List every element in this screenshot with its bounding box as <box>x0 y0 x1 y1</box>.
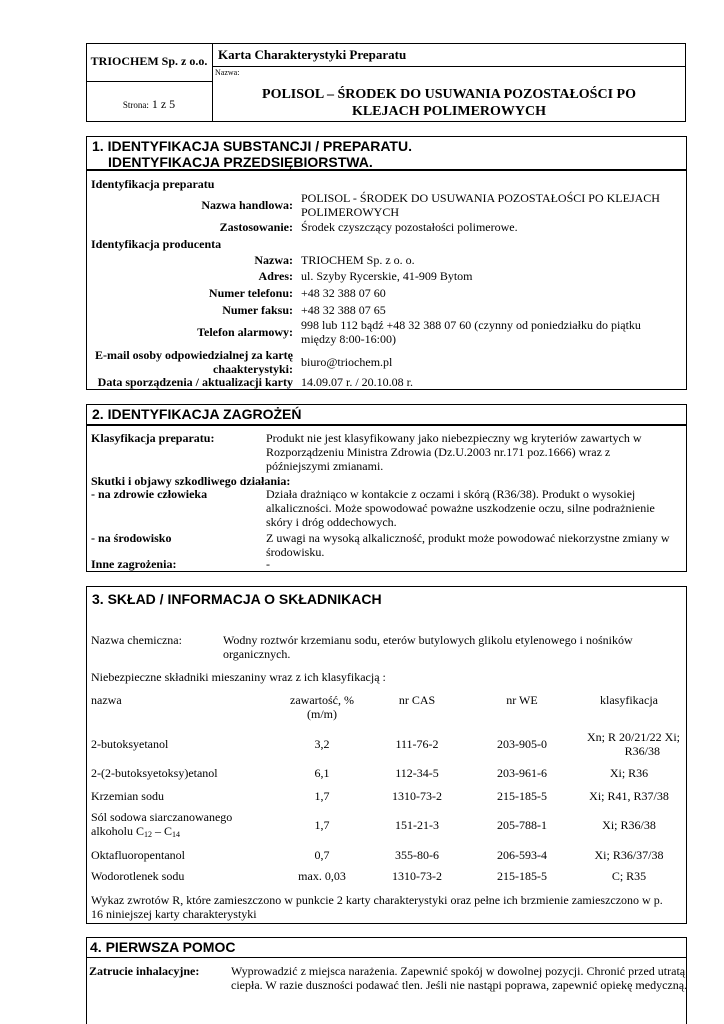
product-title-line-2: KLEJACH POLIMEROWYCH <box>351 104 547 119</box>
component-we: 203-961-6 <box>497 766 547 780</box>
component-content: 3,2 <box>314 737 330 751</box>
date-value: 14.09.07 r. / 20.10.08 r. <box>301 375 414 389</box>
document-type: Karta Charakterystyki Preparatu <box>218 47 407 62</box>
fax-value: +48 32 388 07 65 <box>301 303 386 317</box>
col-header-name: nazwa <box>91 693 122 707</box>
product-title-line-1: POLISOL – ŚRODEK DO USUWANIA POZOSTAŁOŚCI PO <box>262 87 636 102</box>
col-header-content <box>262 693 382 721</box>
component-cas: 112-34-5 <box>395 766 439 780</box>
header-divider-right <box>212 66 686 67</box>
section-4-left-border <box>86 958 87 1024</box>
carbon-subscript-12: 12 <box>144 830 152 839</box>
component-name-line-1: Sól sodowa siarczanowanego <box>91 810 233 824</box>
phone-label: Numer telefonu: <box>208 286 293 300</box>
classification-value-line-3: późniejszymi zmianami. <box>266 459 384 473</box>
chemical-name-label: Nazwa chemiczna: <box>91 633 182 647</box>
health-effects-value-line-2: alkaliczności. Może spowodować poważne uszkodzenie oczu, silne podrażnienie <box>266 501 655 515</box>
address-label: Adres: <box>258 269 293 283</box>
r-phrases-note-line-1: Wykaz zwrotów R, które zamieszczono w punkcie 2 karty charakterystyki oraz pełne ich brzmienie zamieszczono w p. <box>91 893 663 907</box>
classification-label: Klasyfikacja preparatu: <box>91 431 215 445</box>
email-label-line-1: E-mail osoby odpowiedzialnej za kartę <box>95 348 293 362</box>
health-effects-value-line-1: Działa drażniąco w kontakcie z oczami i skórą (R36/38). Produkt o wysokiej <box>266 487 636 501</box>
component-we: 203-905-0 <box>497 737 547 751</box>
producer-identification-heading: Identyfikacja producenta <box>91 237 222 251</box>
component-name: 2-butoksyetanol <box>91 737 169 751</box>
component-name-line-2 <box>91 824 232 842</box>
alarm-phone-value-line-1: 998 lub 112 bądź +48 32 388 07 60 (czynny od poniedziałku do piątku <box>301 318 641 332</box>
company-name: TRIOCHEM Sp. z o.o. <box>90 54 208 68</box>
component-content: 0,7 <box>314 848 330 862</box>
component-content: 1,7 <box>314 818 330 832</box>
classification-value-line-1: Produkt nie jest klasyfikowany jako niebezpieczny wg kryteriów zawartych w <box>266 431 642 445</box>
component-content: max. 0,03 <box>298 869 346 883</box>
r-phrases-note <box>91 893 683 921</box>
other-hazards-value: - <box>266 557 270 571</box>
component-classification-line-2: R36/38 <box>624 744 660 758</box>
component-classification: Xi; R36 <box>609 766 649 780</box>
email-label-line-2: chaakterystyki: <box>213 362 293 376</box>
alarm-phone-value-line-2: między 8:00-16:00) <box>301 332 396 346</box>
effects-heading: Skutki i objawy szkodliwego działania: <box>91 474 291 488</box>
component-we: 215-185-5 <box>497 869 547 883</box>
dangerous-components-intro: Niebezpieczne składniki mieszaniny wraz z ich klasyfikacją : <box>91 670 386 684</box>
col-header-classification: klasyfikacja <box>600 693 658 707</box>
section-3-title: 3. SKŁAD / INFORMACJA O SKŁADNIKACH <box>92 591 382 607</box>
use-label: Zastosowanie: <box>219 220 293 234</box>
environment-effects-value-line-2: środowisku. <box>266 545 325 559</box>
health-effects-value <box>266 487 655 529</box>
prep-identification-heading: Identyfikacja preparatu <box>91 177 215 191</box>
chemical-name-value <box>223 633 633 661</box>
component-name-part: – C <box>152 824 173 838</box>
environment-effects-label: - na środowisko <box>91 531 172 545</box>
inhalation-value <box>231 964 687 992</box>
inhalation-value-line-1: Wyprowadzić z miejsca narażenia. Zapewnić spokój w dowolnej pozycji. Chronić przed utratą <box>231 964 686 978</box>
email-value: biuro@triochem.pl <box>301 355 393 369</box>
classification-value-line-2: Rozporządzeniu Ministra Zdrowia (Dz.U.2003 nr.171 poz.1666) wraz z <box>266 445 611 459</box>
r-phrases-note-line-2: 16 niniejszej karty charakterystyki <box>91 907 257 921</box>
component-cas: 1310-73-2 <box>392 789 442 803</box>
chemical-name-value-line-2: organicznych. <box>223 647 291 661</box>
page-value: 1 z 5 <box>151 97 176 111</box>
component-content: 1,7 <box>314 789 330 803</box>
component-we: 206-593-4 <box>497 848 547 862</box>
environment-effects-value <box>266 531 670 559</box>
component-cas: 111-76-2 <box>395 737 439 751</box>
chemical-name-value-line-1: Wodny roztwór krzemianu sodu, eterów butylowych glikolu etylenowego i nośników <box>223 633 633 647</box>
alarm-phone-label: Telefon alarmowy: <box>197 325 293 339</box>
component-name: Oktafluoropentanol <box>91 848 185 862</box>
component-classification: Xi; R36/38 <box>602 818 656 832</box>
component-name-part: alkoholu C <box>91 824 144 838</box>
component-classification: C; R35 <box>611 869 647 883</box>
col-header-we: nr WE <box>506 693 538 707</box>
component-name: 2-(2-butoksyetoksy)etanol <box>91 766 218 780</box>
producer-name-value: TRIOCHEM Sp. z o. o. <box>301 253 415 267</box>
phone-value: +48 32 388 07 60 <box>301 286 386 300</box>
component-classification <box>560 730 680 758</box>
environment-effects-value-line-1: Z uwagi na wysoką alkaliczność, produkt może powodować niekorzystne zmiany w <box>266 531 670 545</box>
address-value: ul. Szyby Rycerskie, 41-909 Bytom <box>301 269 473 283</box>
section-1-title <box>92 138 412 170</box>
component-we: 215-185-5 <box>497 789 547 803</box>
use-value: Środek czyszczący pozostałości polimerowe. <box>301 220 518 234</box>
health-effects-label: - na zdrowie człowieka <box>91 487 208 501</box>
classification-value <box>266 431 642 473</box>
component-cas: 1310-73-2 <box>392 869 442 883</box>
date-label: Data sporządzenia / aktualizacji karty <box>97 375 293 389</box>
section-2-title: 2. IDENTYFIKACJA ZAGROŻEŃ <box>92 406 302 422</box>
section-4-title: 4. PIERWSZA POMOC <box>90 939 236 955</box>
section-1-title-line-1: 1. IDENTYFIKACJA SUBSTANCJI / PREPARATU. <box>92 138 412 154</box>
email-label <box>90 348 293 376</box>
component-name <box>91 810 232 842</box>
component-name: Wodorotlenek sodu <box>91 869 185 883</box>
name-label: Nazwa: <box>215 68 240 77</box>
trade-name-label: Nazwa handlowa: <box>201 198 293 212</box>
section-1-title-line-2: IDENTYFIKACJA PRZEDSIĘBIORSTWA. <box>108 154 373 170</box>
component-we: 205-788-1 <box>497 818 547 832</box>
component-cas: 151-21-3 <box>395 818 439 832</box>
component-content: 6,1 <box>314 766 330 780</box>
component-cas: 355-80-6 <box>395 848 439 862</box>
component-name: Krzemian sodu <box>91 789 164 803</box>
inhalation-value-line-2: ciepła. W razie duszności podawać tlen. Jeśli nie nastąpi poprawa, zapewnić opiekę medyczną. <box>231 978 688 992</box>
page-indicator <box>86 97 212 112</box>
inhalation-label: Zatrucie inhalacyjne: <box>89 964 200 978</box>
trade-name-value-line-2: POLIMEROWYCH <box>301 205 399 219</box>
component-classification: Xi; R36/37/38 <box>594 848 664 862</box>
producer-name-label: Nazwa: <box>254 253 293 267</box>
component-classification-line-1: Xn; R 20/21/22 Xi; <box>586 730 680 744</box>
component-classification: Xi; R41, R37/38 <box>589 789 669 803</box>
col-header-content-line-1: zawartość, % <box>290 693 354 707</box>
fax-label: Numer faksu: <box>222 303 293 317</box>
trade-name-value-line-1: POLISOL - ŚRODEK DO USUWANIA POZOSTAŁOŚCI PO KLEJACH <box>301 191 660 205</box>
health-effects-value-line-3: skóry i dróg oddechowych. <box>266 515 397 529</box>
header-divider-left <box>86 81 212 82</box>
page-label: Strona: <box>122 100 149 110</box>
trade-name-value <box>301 191 660 219</box>
col-header-cas: nr CAS <box>398 693 436 707</box>
col-header-content-line-2: (m/m) <box>307 707 337 721</box>
product-title <box>212 86 686 120</box>
carbon-subscript-14: 14 <box>172 830 181 839</box>
alarm-phone-value <box>301 318 641 346</box>
other-hazards-label: Inne zagrożenia: <box>91 557 177 571</box>
